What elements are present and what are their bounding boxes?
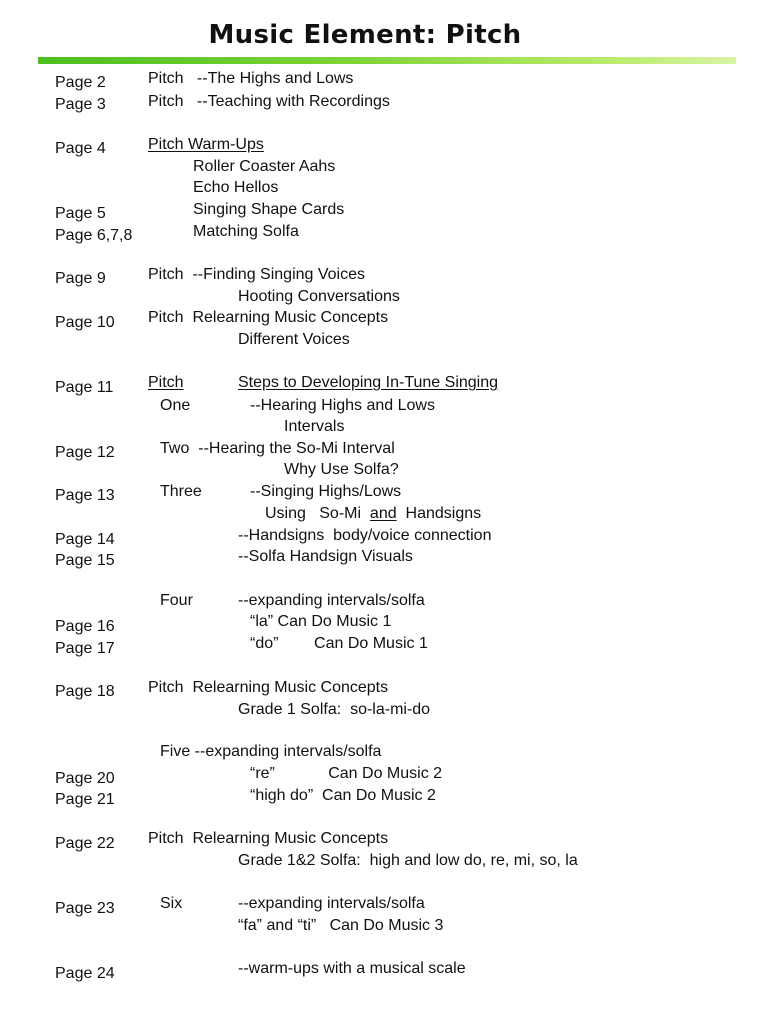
content-line: --Handsigns body/voice connection <box>238 527 492 544</box>
page-number: Page 23 <box>55 900 115 917</box>
page-number: Page 17 <box>55 640 115 657</box>
content-line: Intervals <box>284 418 345 435</box>
content-line: Singing Shape Cards <box>193 201 345 218</box>
step-label: Three <box>160 483 202 500</box>
title-underline-bar <box>38 57 736 64</box>
content-line: Pitch Relearning Music Concepts <box>148 309 389 326</box>
content-line: Why Use Solfa? <box>284 461 399 478</box>
content-line: Different Voices <box>238 331 350 348</box>
content-line: --expanding intervals/solfa <box>238 895 425 912</box>
content-line <box>265 504 481 524</box>
section-heading: Pitch <box>148 374 184 391</box>
content-line: Five --expanding intervals/solfa <box>160 743 382 760</box>
content-line: “fa” and “ti” Can Do Music 3 <box>238 917 444 934</box>
content-line: Pitch --The Highs and Lows <box>148 70 354 87</box>
section-heading: Pitch Warm-Ups <box>148 136 264 153</box>
content-line: Hooting Conversations <box>238 288 400 305</box>
content-line: Grade 1 Solfa: so-la-mi-do <box>238 701 431 718</box>
page-number: Page 3 <box>55 96 106 113</box>
content-line: “do” Can Do Music 1 <box>250 635 428 652</box>
page-number: Page 4 <box>55 140 106 157</box>
content-line: Roller Coaster Aahs <box>193 158 336 175</box>
content-line: --Singing Highs/Lows <box>250 483 402 500</box>
content-line: “high do” Can Do Music 2 <box>250 787 436 804</box>
page-number: Page 12 <box>55 444 115 461</box>
content-line: Pitch --Finding Singing Voices <box>148 266 365 283</box>
page-number: Page 24 <box>55 965 115 982</box>
content-line: Two --Hearing the So-Mi Interval <box>160 440 395 457</box>
page-number: Page 18 <box>55 683 115 700</box>
page-number: Page 15 <box>55 552 115 569</box>
page-number: Page 6,7,8 <box>55 227 133 244</box>
content-line: --expanding intervals/solfa <box>238 592 425 609</box>
page-number: Page 22 <box>55 835 115 852</box>
page-number: Page 14 <box>55 531 115 548</box>
page-number: Page 13 <box>55 487 115 504</box>
content-text: Using So-Mi <box>265 505 370 522</box>
underlined-word: and <box>369 505 397 522</box>
step-label: Four <box>160 592 193 609</box>
page-number: Page 5 <box>55 205 106 222</box>
page-number: Page 16 <box>55 618 115 635</box>
content-line: Pitch Relearning Music Concepts <box>148 830 389 847</box>
step-label: One <box>160 397 191 414</box>
content-line: Echo Hellos <box>193 179 279 196</box>
content-line: --Hearing Highs and Lows <box>250 397 435 414</box>
content-line: --Solfa Handsign Visuals <box>238 548 413 565</box>
page-number: Page 2 <box>55 74 106 91</box>
page-number: Page 11 <box>55 379 114 396</box>
content-line: Grade 1&2 Solfa: high and low do, re, mi, so, la <box>238 852 578 869</box>
page-number: Page 10 <box>55 314 115 331</box>
page-number: Page 21 <box>55 791 115 808</box>
content-line: “re” Can Do Music 2 <box>250 765 443 782</box>
content-line: Pitch Relearning Music Concepts <box>148 679 389 696</box>
content-line: --warm-ups with a musical scale <box>238 960 466 977</box>
page-title: Music Element: Pitch <box>208 20 522 50</box>
content-text: Handsigns <box>396 505 482 522</box>
content-line: Pitch --Teaching with Recordings <box>148 93 390 110</box>
page-number: Page 20 <box>55 770 115 787</box>
content-line: Matching Solfa <box>193 223 299 240</box>
section-heading: Steps to Developing In-Tune Singing <box>238 374 499 391</box>
content-line: “la” Can Do Music 1 <box>250 613 392 630</box>
page-number: Page 9 <box>55 270 106 287</box>
step-label: Six <box>160 895 183 912</box>
